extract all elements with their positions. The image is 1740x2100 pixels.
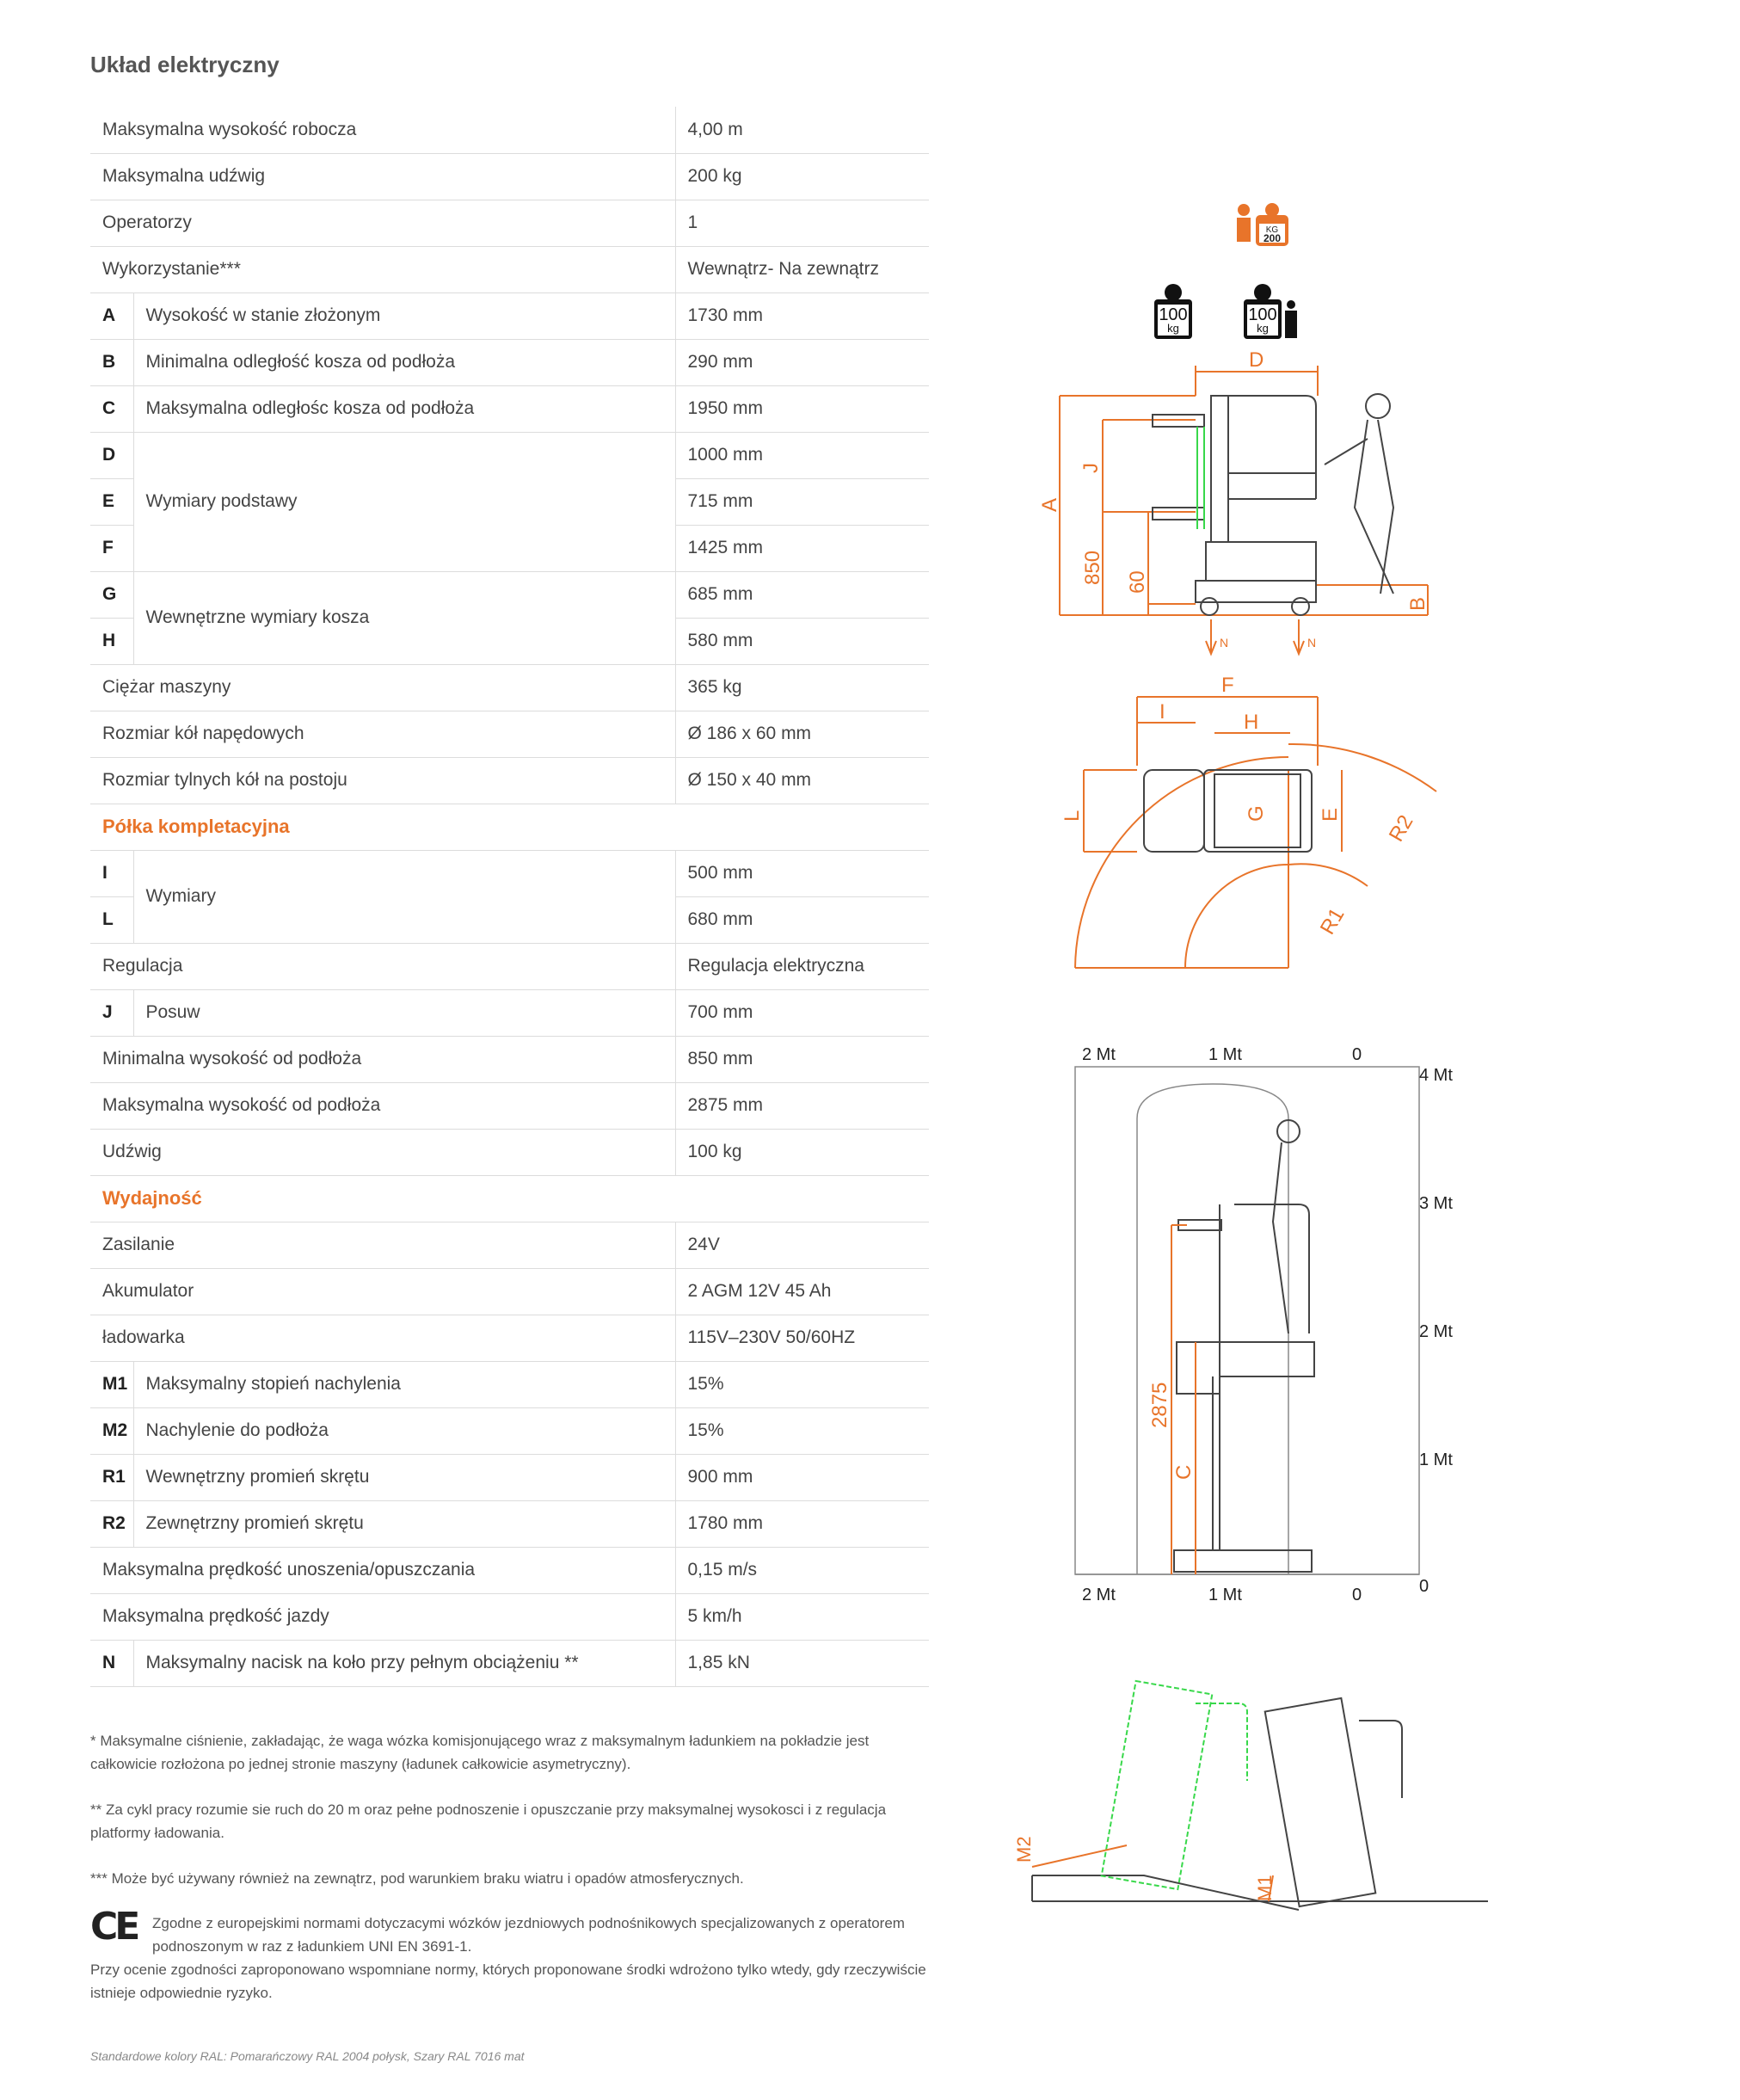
spec-label: Nachylenie do podłoża: [133, 1407, 675, 1454]
spec-label: Maksymalna wysokość od podłoża: [90, 1082, 675, 1129]
spec-value: 850 mm: [675, 1036, 929, 1082]
spec-code: F: [90, 525, 133, 571]
grid-right-3mt: 3 Mt: [1419, 1194, 1453, 1213]
spec-value: Ø 186 x 60 mm: [675, 711, 929, 757]
icon-200-label: 200: [1263, 232, 1282, 244]
spec-code: D: [90, 432, 133, 478]
section-row: [90, 804, 929, 850]
spec-value: 900 mm: [675, 1454, 929, 1500]
spec-row: [90, 1268, 929, 1315]
spec-row: [90, 432, 929, 478]
spec-row: [90, 1315, 929, 1361]
spec-row: [90, 757, 929, 804]
dim-G-label: G: [1245, 805, 1268, 822]
dim-M2-label: M2: [1013, 1836, 1035, 1863]
dim-J-label: J: [1079, 463, 1103, 473]
spec-label: Maksymalna udźwig: [90, 153, 675, 200]
dim-N2-label: N: [1307, 636, 1317, 650]
spec-code: J: [90, 989, 133, 1036]
spec-row: [90, 1036, 929, 1082]
grid-top-0: 0: [1352, 1045, 1362, 1064]
spec-value: 1780 mm: [675, 1500, 929, 1547]
dim-M1-label: M1: [1254, 1875, 1276, 1901]
spec-code: A: [90, 293, 133, 339]
spec-code: R1: [90, 1454, 133, 1500]
spec-label: Ciężar maszyny: [90, 664, 675, 711]
spec-value: 1000 mm: [675, 432, 929, 478]
spec-value: Regulacja elektryczna: [675, 943, 929, 989]
spec-row: [90, 1454, 929, 1500]
spec-label: Maksymalny stopień nachylenia: [133, 1361, 675, 1407]
spec-row: [90, 107, 929, 153]
spec-label: Maksymalny nacisk na koło przy pełnym obciążeniu **: [133, 1640, 675, 1686]
ral-colors-note: Standardowe kolory RAL: Pomarańczowy RAL 2004 połysk, Szary RAL 7016 mat: [90, 2049, 525, 2063]
spec-value: 1: [675, 200, 929, 246]
grid-bottom-1mt: 1 Mt: [1208, 1586, 1242, 1604]
dim-H-label: H: [1244, 711, 1259, 734]
spec-label: Minimalna odległość kosza od podłoża: [133, 339, 675, 385]
spec-row: [90, 711, 929, 757]
spec-code: I: [90, 850, 133, 896]
spec-code: R2: [90, 1500, 133, 1547]
spec-row: [90, 1547, 929, 1593]
spec-value: 115V–230V 50/60HZ: [675, 1315, 929, 1361]
spec-label: Wykorzystanie***: [90, 246, 675, 293]
spec-value: 680 mm: [675, 896, 929, 943]
spec-label: Rozmiar kół napędowych: [90, 711, 675, 757]
spec-value: 365 kg: [675, 664, 929, 711]
spec-row: [90, 850, 929, 896]
spec-value: 580 mm: [675, 618, 929, 664]
spec-code: B: [90, 339, 133, 385]
ce-text-2: Przy ocenie zgodności zaproponowano wspomniane normy, których proponowane środki wdrożono tylko wtedy, gdy rzeczywiście istnieje odpowiednie ryzyko.: [90, 1961, 926, 2001]
spec-value: 2875 mm: [675, 1082, 929, 1129]
dim-850-label: 850: [1081, 550, 1104, 585]
footnote-2: ** Za cykl pracy rozumie sie ruch do 20 m oraz pełne podnoszenie i opuszczanie przy maksymalnej wysokosci i z regulacja platformy ładowania.: [90, 1801, 887, 1841]
spec-code: H: [90, 618, 133, 664]
weight-operator-icon: [1244, 284, 1297, 339]
page-title: Układ elektryczny: [90, 52, 280, 77]
operator-load-icon: [1237, 203, 1288, 246]
top-view-drawing: [1061, 674, 1436, 968]
spec-label: Regulacja: [90, 943, 675, 989]
spec-row: [90, 571, 929, 618]
footnote-1: * Maksymalne ciśnienie, zakładając, że waga wózka komisjonującego wraz z maksymalnym ładunkiem na pokładzie jest całkowicie rozłożona po jednej stronie maszyny (ładunek całkowicie asymetryczny).: [90, 1733, 870, 1772]
spec-row: [90, 293, 929, 339]
dim-R2-label: R2: [1384, 810, 1418, 846]
grid-bottom-2mt: 2 Mt: [1082, 1586, 1116, 1604]
spec-label: Zewnętrzny promień skrętu: [133, 1500, 675, 1547]
spec-code: E: [90, 478, 133, 525]
spec-value: 15%: [675, 1407, 929, 1454]
spec-label: Operatorzy: [90, 200, 675, 246]
spec-value: Wewnątrz- Na zewnątrz: [675, 246, 929, 293]
section-heading: Półka kompletacyjna: [90, 804, 929, 850]
section-heading: Wydajność: [90, 1175, 929, 1222]
dim-R1-label: R1: [1315, 903, 1350, 939]
spec-code: G: [90, 571, 133, 618]
spec-row: [90, 1640, 929, 1686]
spec-row: [90, 1500, 929, 1547]
spec-code: C: [90, 385, 133, 432]
section-row: [90, 1175, 929, 1222]
icon-100a-label: 100: [1159, 305, 1188, 324]
spec-table: [90, 107, 929, 1687]
spec-value: 1950 mm: [675, 385, 929, 432]
dim-B-label: B: [1406, 596, 1430, 611]
grid-right-2mt: 2 Mt: [1419, 1322, 1453, 1341]
grid-top-1mt: 1 Mt: [1208, 1045, 1242, 1064]
icon-100b-label: 100: [1248, 305, 1277, 324]
spec-row: [90, 1222, 929, 1268]
spec-label: Wewnętrzny promień skrętu: [133, 1454, 675, 1500]
spec-label: Maksymalna prędkość jazdy: [90, 1593, 675, 1640]
spec-value: 500 mm: [675, 850, 929, 896]
dim-2875-label: 2875: [1148, 1382, 1171, 1428]
grid-bottom-0: 0: [1352, 1586, 1362, 1604]
spec-label: Wymiary: [133, 850, 675, 943]
spec-value: 200 kg: [675, 153, 929, 200]
spec-value: 1425 mm: [675, 525, 929, 571]
icon-kg-label: KG: [1265, 225, 1279, 235]
spec-label: Minimalna wysokość od podłoża: [90, 1036, 675, 1082]
dim-I-label: I: [1159, 700, 1165, 724]
spec-value: 2 AGM 12V 45 Ah: [675, 1268, 929, 1315]
spec-label: Wysokość w stanie złożonym: [133, 293, 675, 339]
spec-row: [90, 339, 929, 385]
spec-label: Akumulator: [90, 1268, 675, 1315]
spec-value: 5 km/h: [675, 1593, 929, 1640]
spec-value: 15%: [675, 1361, 929, 1407]
spec-label: Maksymalna prędkość unoszenia/opuszczania: [90, 1547, 675, 1593]
spec-row: [90, 1129, 929, 1175]
dim-A-label: A: [1038, 497, 1061, 512]
spec-row: [90, 153, 929, 200]
side-view-drawing: [1038, 348, 1430, 654]
spec-value: 700 mm: [675, 989, 929, 1036]
spec-value: 24V: [675, 1222, 929, 1268]
weight-100-icon: [1154, 284, 1192, 339]
dim-60-label: 60: [1126, 570, 1149, 594]
spec-value: 0,15 m/s: [675, 1547, 929, 1593]
spec-value: 1,85 kN: [675, 1640, 929, 1686]
spec-label: Posuw: [133, 989, 675, 1036]
spec-value: 290 mm: [675, 339, 929, 385]
spec-label: ładowarka: [90, 1315, 675, 1361]
spec-label: Udźwig: [90, 1129, 675, 1175]
spec-row: [90, 1082, 929, 1129]
spec-code: N: [90, 1640, 133, 1686]
footnotes: [90, 1729, 933, 1912]
spec-label: Wewnętrzne wymiary kosza: [133, 571, 675, 664]
footnote-3: *** Może być używany również na zewnątrz, pod warunkiem braku wiatru i opadów atmosferycznych.: [90, 1870, 744, 1887]
grid-right-4mt: 4 Mt: [1419, 1066, 1453, 1085]
spec-value: 100 kg: [675, 1129, 929, 1175]
ce-text-1: Zgodne z europejskimi normami dotyczacymi wózków jezdniowych podnośnikowych specjalizowanych z operatorem podnoszonym w raz z ładunkiem UNI EN 3691-1.: [152, 1915, 905, 1955]
spec-row: [90, 943, 929, 989]
spec-label: Maksymalna wysokość robocza: [90, 107, 675, 153]
technical-drawings: [989, 189, 1505, 1953]
icon-kga-label: kg: [1167, 322, 1179, 335]
spec-row: [90, 200, 929, 246]
dim-D-label: D: [1249, 348, 1264, 372]
spec-row: [90, 385, 929, 432]
spec-value: 715 mm: [675, 478, 929, 525]
spec-value: 1730 mm: [675, 293, 929, 339]
spec-row: [90, 246, 929, 293]
spec-label: Maksymalna odległośc kosza od podłoża: [133, 385, 675, 432]
spec-row: [90, 1361, 929, 1407]
dim-L-label: L: [1061, 810, 1084, 822]
spec-value: Ø 150 x 40 mm: [675, 757, 929, 804]
spec-code: L: [90, 896, 133, 943]
grid-right-0: 0: [1419, 1577, 1430, 1596]
spec-row: [90, 664, 929, 711]
spec-value: 685 mm: [675, 571, 929, 618]
ce-mark-icon: CE: [90, 1905, 138, 1949]
dim-C-label: C: [1172, 1464, 1196, 1480]
dim-E-label: E: [1319, 807, 1342, 822]
spec-row: [90, 989, 929, 1036]
spec-label: Zasilanie: [90, 1222, 675, 1268]
dim-F-label: F: [1221, 674, 1234, 697]
grid-right-1mt: 1 Mt: [1419, 1450, 1453, 1469]
icon-kgb-label: kg: [1257, 322, 1269, 335]
spec-row: [90, 1593, 929, 1640]
spec-code: M2: [90, 1407, 133, 1454]
working-height-drawing: [1075, 1045, 1453, 1604]
grid-top-2mt: 2 Mt: [1082, 1045, 1116, 1064]
ce-conformity: [90, 1905, 933, 2005]
dim-N1-label: N: [1220, 636, 1229, 650]
spec-value: 4,00 m: [675, 107, 929, 153]
spec-code: M1: [90, 1361, 133, 1407]
spec-label: Rozmiar tylnych kół na postoju: [90, 757, 675, 804]
spec-label: Wymiary podstawy: [133, 432, 675, 571]
spec-row: [90, 1407, 929, 1454]
slope-drawing: [1013, 1681, 1488, 1910]
